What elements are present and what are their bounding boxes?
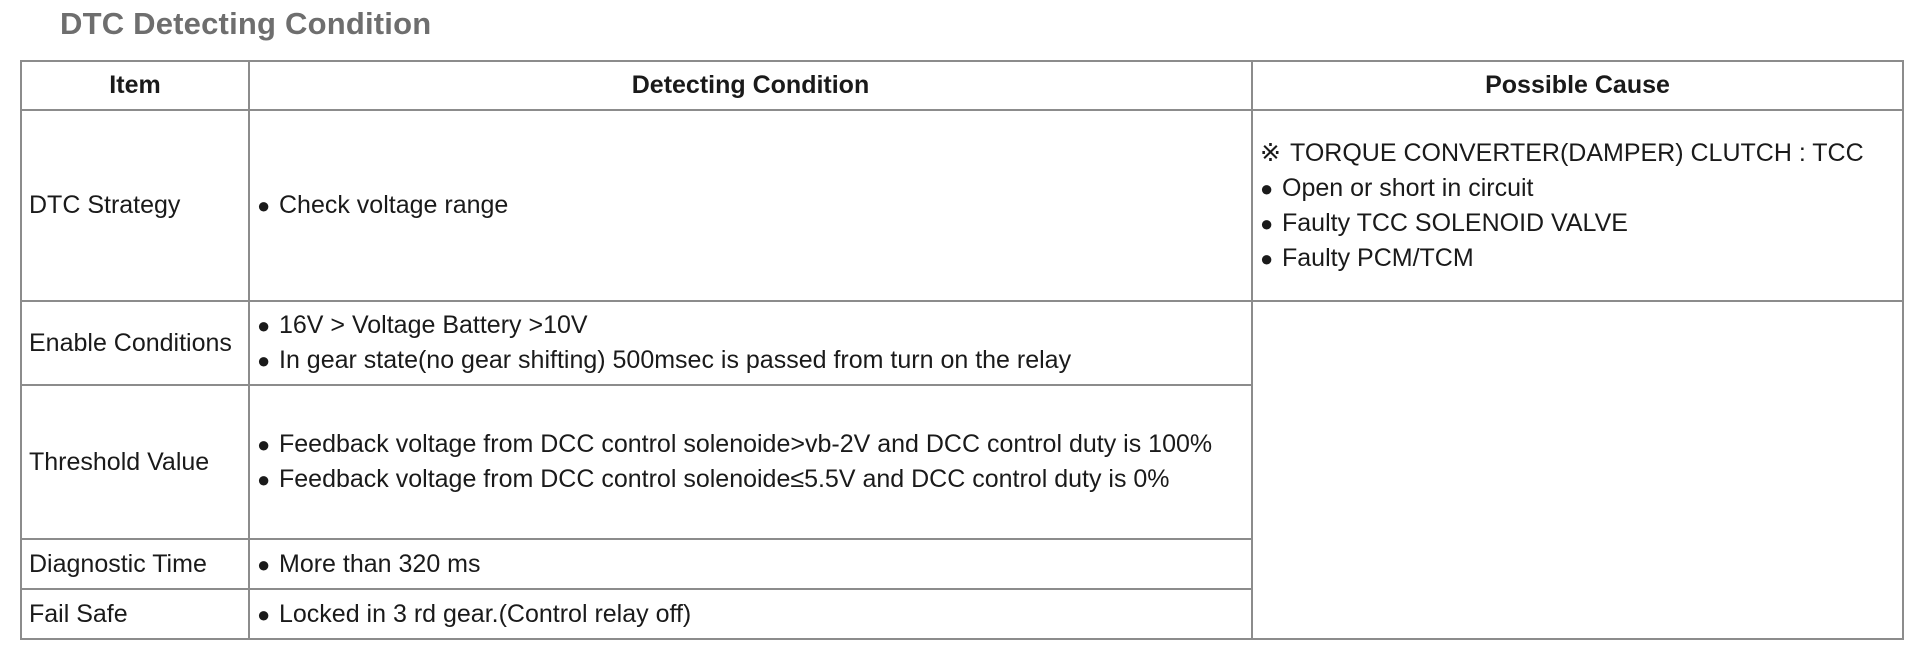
condition-cell	[249, 110, 1252, 301]
bullet-icon: ●	[1260, 175, 1274, 201]
condition-line: ● Locked in 3 rd gear.(Control relay off)	[257, 597, 1244, 632]
reference-mark-icon: ※	[1260, 138, 1281, 167]
condition-cell	[249, 589, 1252, 639]
cause-item: ● Faulty TCC SOLENOID VALVE	[1260, 206, 1895, 241]
condition-cell	[249, 539, 1252, 589]
bullet-icon: ●	[257, 193, 271, 218]
condition-line: ● Check voltage range	[257, 188, 1244, 223]
condition-line: ● Feedback voltage from DCC control solenoide≤5.5V and DCC control duty is 0%	[257, 462, 1244, 497]
cause-heading: ※ TORQUE CONVERTER(DAMPER) CLUTCH : TCC	[1260, 136, 1895, 171]
bullet-icon: ●	[257, 467, 271, 492]
dtc-condition-table	[20, 60, 1904, 640]
condition-line: ● In gear state(no gear shifting) 500msec is passed from turn on the relay	[257, 343, 1244, 378]
possible-cause-empty-cell	[1252, 301, 1903, 639]
bullet-icon: ●	[257, 601, 271, 627]
condition-cell	[249, 385, 1252, 539]
bullet-icon: ●	[257, 551, 271, 577]
condition-cell	[249, 301, 1252, 385]
item-dtc-strategy: DTC Strategy	[21, 110, 249, 301]
item-diagnostic-time: Diagnostic Time	[21, 539, 249, 589]
bullet-icon: ●	[257, 313, 271, 338]
item-enable-conditions: Enable Conditions	[21, 301, 249, 385]
cause-item: ● Open or short in circuit	[1260, 171, 1895, 206]
bullet-icon: ●	[1260, 210, 1274, 236]
bullet-icon: ●	[1260, 245, 1274, 271]
cause-item: ● Faulty PCM/TCM	[1260, 241, 1895, 276]
condition-line: ● 16V > Voltage Battery >10V	[257, 308, 1244, 343]
item-threshold-value: Threshold Value	[21, 385, 249, 539]
condition-line: ● More than 320 ms	[257, 547, 1244, 582]
table-header-row	[21, 61, 1903, 110]
header-possible-cause: Possible Cause	[1252, 61, 1903, 110]
condition-line: ● Feedback voltage from DCC control solenoide>vb-2V and DCC control duty is 100%	[257, 427, 1244, 462]
table-row	[21, 301, 1903, 385]
table-row	[21, 110, 1903, 301]
item-fail-safe: Fail Safe	[21, 589, 249, 639]
header-item: Item	[21, 61, 249, 110]
page-title: DTC Detecting Condition	[60, 6, 432, 41]
bullet-icon: ●	[257, 348, 271, 373]
header-detecting-condition: Detecting Condition	[249, 61, 1252, 110]
possible-cause-cell	[1252, 110, 1903, 301]
bullet-icon: ●	[257, 432, 271, 457]
